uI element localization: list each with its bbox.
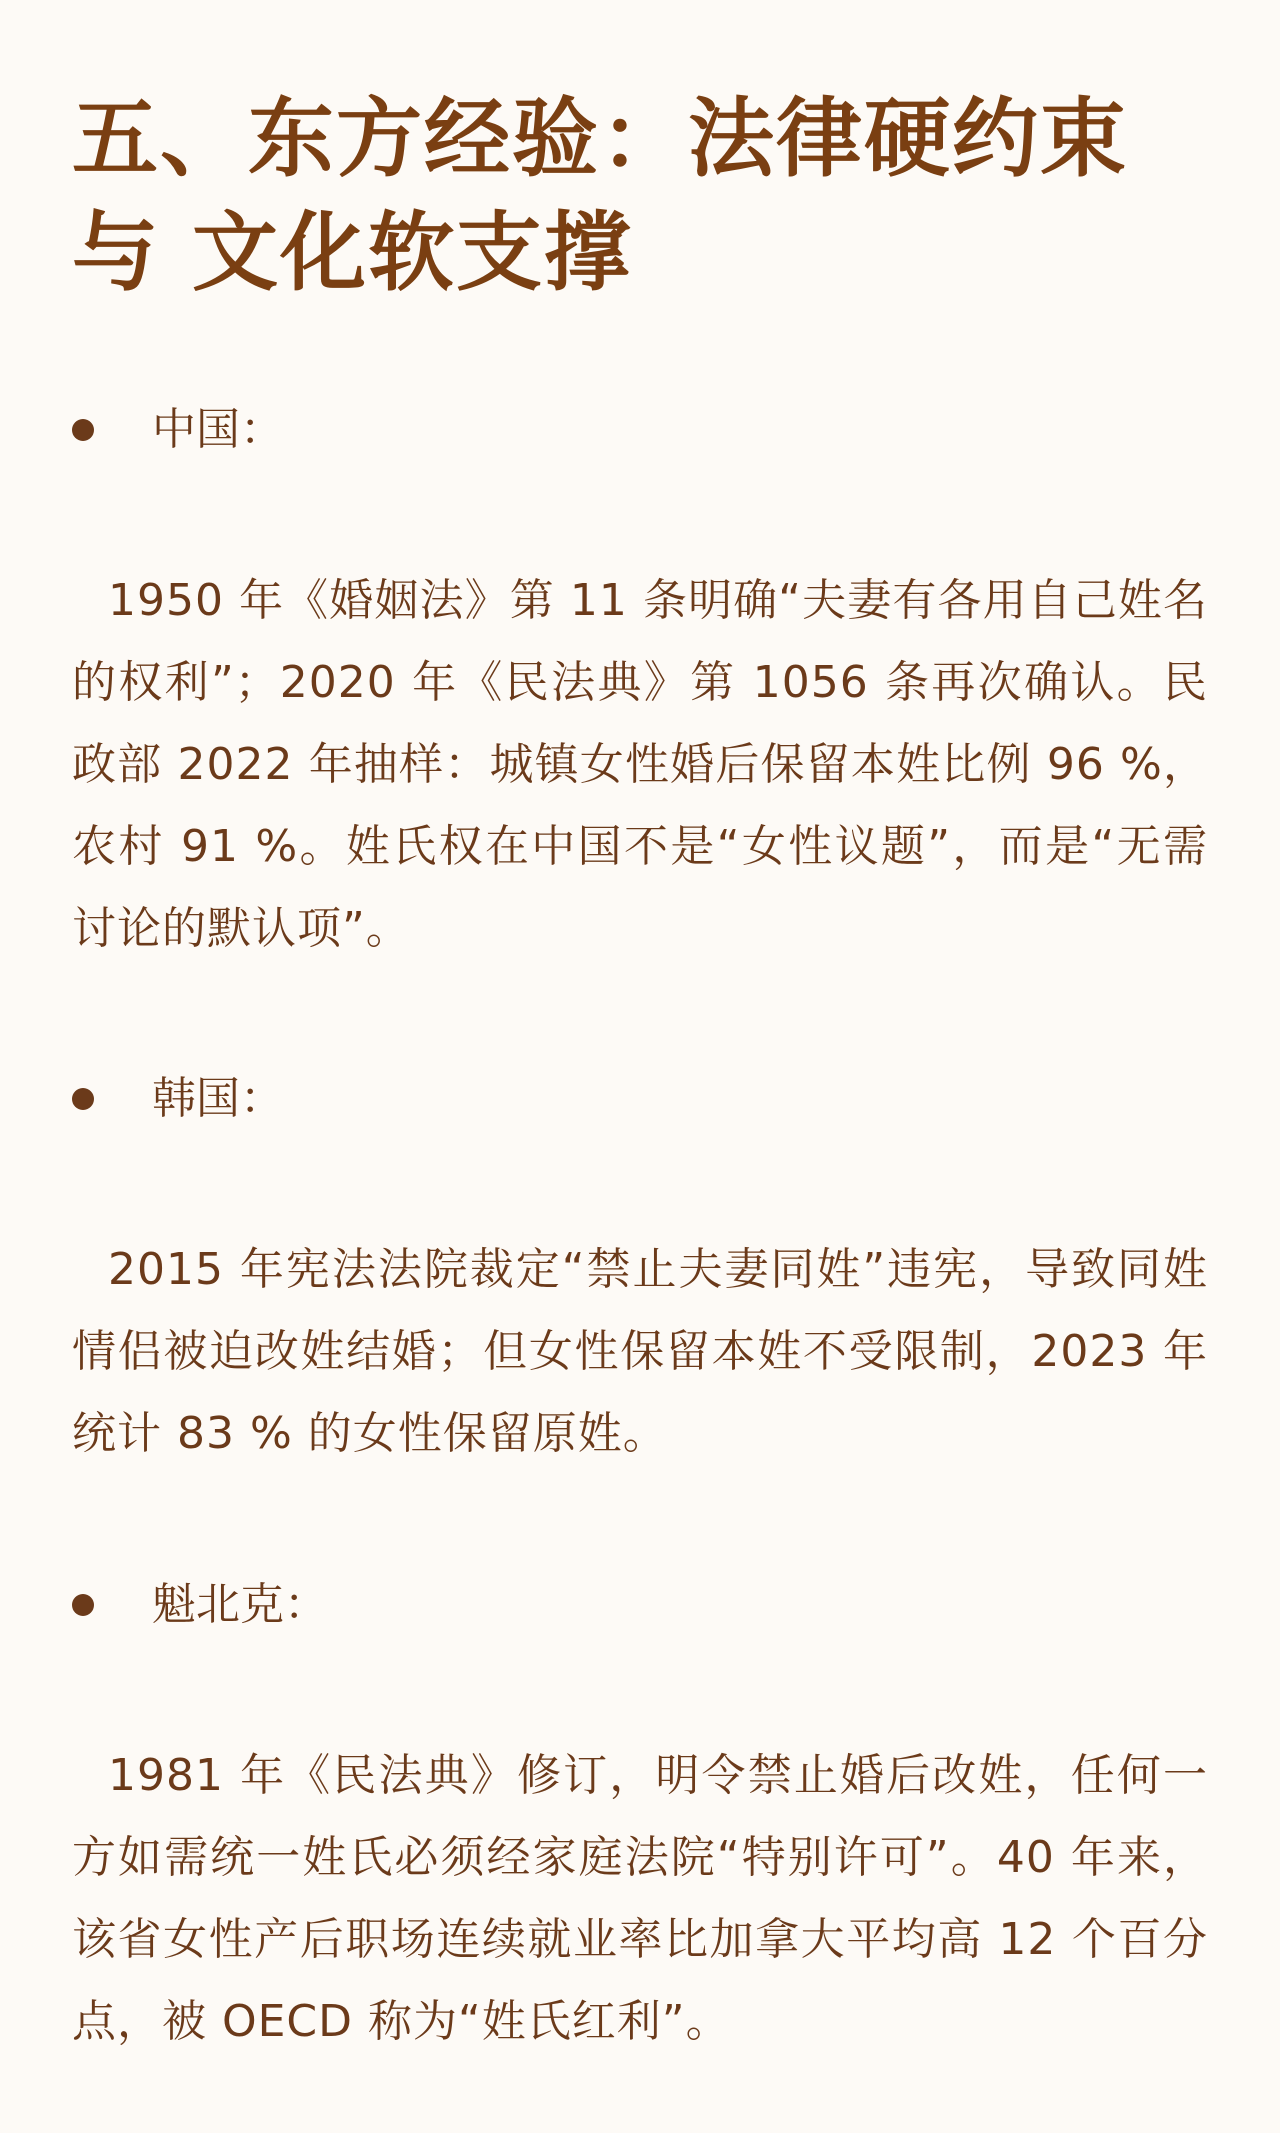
bullet-row-china [72,400,1208,460]
article-title: 五、东方经验：法律硬约束与 文化软支撑 [72,89,1128,303]
bullet-dot-icon [72,419,94,441]
section-body-quebec [72,1735,1208,2063]
section-label-korea: 韩国： [152,1073,284,1124]
bullet-row-korea [72,1069,1208,1129]
paragraph-korea: 2015 年宪法法院裁定“禁止夫妻同姓”违宪，导致同姓情侣被迫改姓结婚；但女性保留本姓不受限制，2023 年统计 83 % 的女性保留原姓。 [72,1244,1208,1459]
paragraph-china: 1950 年《婚姻法》第 11 条明确“夫妻有各用自己姓名的权利”；2020 年《民法典》第 1056 条再次确认。民政部 2022 年抽样：城镇女性婚后保留本姓比例 96 %，农村 91 %。姓氏权在中国不是“女性议题”，而是“无需讨论的默认项”。 [72,575,1208,954]
bullet-row-quebec [72,1575,1208,1635]
section-body-china [72,560,1208,970]
paragraph-quebec: 1981 年《民法典》修订，明令禁止婚后改姓，任何一方如需统一姓氏必须经家庭法院“特别许可”。40 年来，该省女性产后职场连续就业率比加拿大平均高 12 个百分点，被 OECD 称为“姓氏红利”。 [72,1750,1208,2047]
section-label-china: 中国： [152,404,284,455]
section-quebec [72,1575,1208,1635]
section-label-quebec: 魁北克： [152,1579,328,1630]
section-korea [72,1069,1208,1129]
section-body-korea [72,1229,1208,1475]
section-china [72,400,1208,460]
bullet-dot-icon [72,1088,94,1110]
bullet-dot-icon [72,1594,94,1616]
